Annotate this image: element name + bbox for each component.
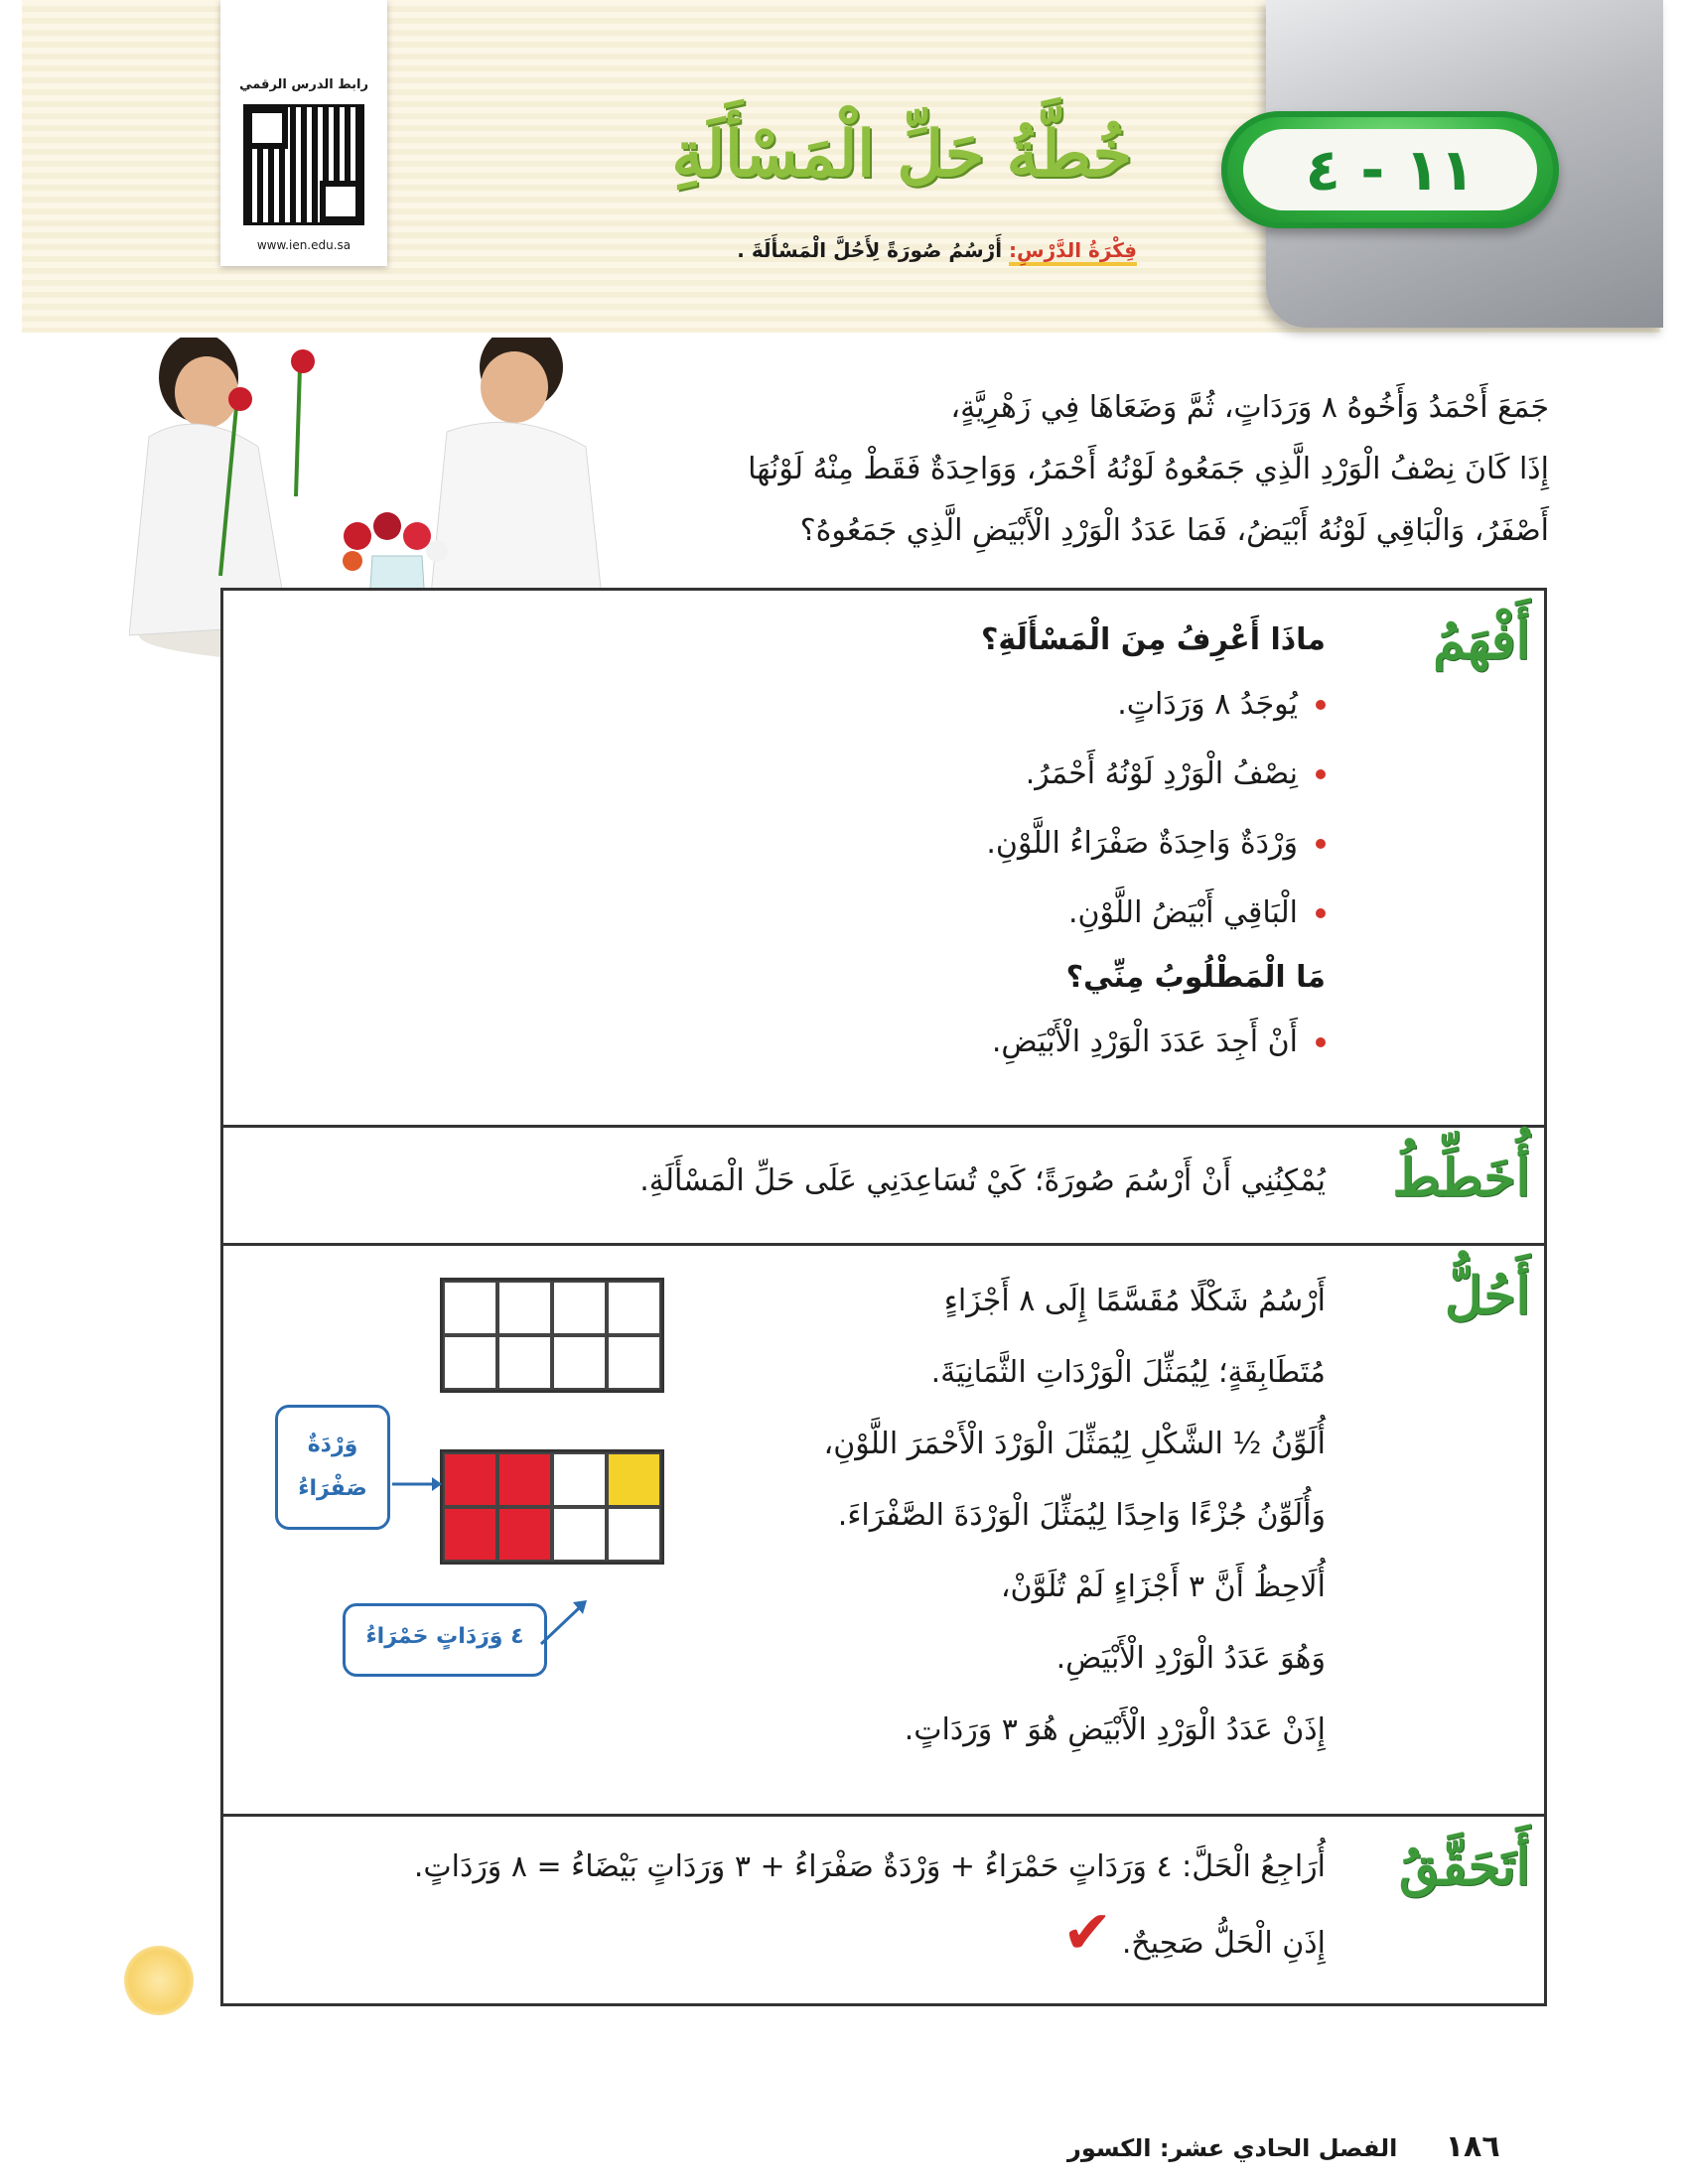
qr-url[interactable]: www.ien.edu.sa	[256, 238, 352, 252]
list-item-text: أَنْ أَجِدَ عَدَدَ الْوَرْدِ الْأَبْيَضِ.	[991, 1024, 1298, 1059]
grid-cell	[607, 1507, 661, 1562]
grid-cell	[443, 1335, 497, 1390]
grid-cell	[443, 1281, 497, 1335]
grid-cell-red	[497, 1507, 552, 1562]
solve-line: مُتَطَابِقَةٍ؛ لِيُمَثِّلَ الْوَرْدَاتِ الثَّمَانِيَةَ.	[930, 1355, 1326, 1390]
chapter-topic: الكسور	[1067, 2134, 1152, 2162]
bullet-icon	[1316, 700, 1326, 710]
blank-eight-part-grid	[440, 1278, 664, 1393]
grid-cell-red	[497, 1452, 552, 1507]
grid-cell	[497, 1335, 552, 1390]
verify-body	[414, 1835, 1326, 1977]
grid-cell-red	[443, 1452, 497, 1507]
lesson-number-badge	[1221, 111, 1559, 228]
lesson-idea-text: أَرْسُمُ صُورَةً لِأَحُلَّ الْمَسْأَلَةَ .	[737, 238, 1003, 262]
question-known: ماذَا أَعْرِفُ مِنَ الْمَسْأَلَةِ؟	[980, 622, 1326, 657]
question-required: مَا الْمَطْلُوبُ مِنِّي؟	[1065, 960, 1326, 995]
qr-label: رابط الدرس الرقمي	[239, 77, 368, 92]
solve-line: وَهُوَ عَدَدُ الْوَرْدِ الْأَبْيَضِ.	[1055, 1641, 1326, 1676]
bullet-icon	[1316, 839, 1326, 849]
verify-line-2	[414, 1900, 1326, 1977]
solve-line: أَرْسُمُ شَكْلًا مُقَسَّمًا إِلَى ٨ أَجْزَاءٍ	[943, 1284, 1326, 1318]
colored-eight-part-grid	[440, 1449, 664, 1565]
problem-line: جَمَعَ أَحْمَدُ وَأَخُوهُ ٨ وَرَدَاتٍ، ثُمَّ وَضَعَاهَا فِي زَهْرِيَّةٍ،	[950, 390, 1549, 425]
solve-line: إِذَنْ عَدَدُ الْوَرْدِ الْأَبْيَضِ هُوَ ٣ وَرَدَاتٍ.	[904, 1712, 1326, 1747]
solve-line: أُلَوِّنُ ½ الشَّكْلِ لِيُمَثِّلَ الْوَرْدَ الْأَحْمَرَ اللَّوْنِ،	[823, 1427, 1326, 1461]
verify-conclusion: إِذَنِ الْحَلُّ صَحِيحٌ.	[1121, 1926, 1326, 1961]
list-item-text: الْبَاقِي أَبْيَضُ اللَّوْنِ.	[1067, 895, 1298, 930]
section-verify-title: أَتَحَقَّقُ	[1398, 1837, 1530, 1897]
lesson-idea	[737, 238, 1137, 262]
qr-code-icon[interactable]	[246, 107, 361, 222]
grid-cell	[552, 1507, 607, 1562]
grid-cell	[552, 1281, 607, 1335]
page-number: ١٨٦	[1445, 2129, 1500, 2164]
grid-cell-red	[443, 1507, 497, 1562]
solve-line: وَأُلَوِّنُ جُزْءًا وَاحِدًا لِيُمَثِّلَ الْوَرْدَةَ الصَّفْرَاءَ.	[837, 1498, 1326, 1533]
list-item-text: وَرْدَةٌ وَاحِدَةٌ صَفْرَاءُ اللَّوْنِ.	[986, 826, 1298, 861]
section-plan-title: أُخَطِّطُ	[1392, 1148, 1530, 1208]
solve-body	[824, 1266, 1326, 1766]
grid-cell-yellow	[607, 1452, 661, 1507]
page-footer	[1067, 2129, 1500, 2164]
section-understand	[220, 588, 1547, 1128]
section-verify	[220, 1814, 1547, 2006]
list-item-text: نِصْفُ الْوَرْدِ لَوْنُهُ أَحْمَرُ.	[1025, 756, 1298, 791]
callout-red-roses: ٤ وَرَدَاتٍ حَمْرَاءُ	[343, 1603, 547, 1677]
plan-text: يُمْكِنُنِي أَنْ أَرْسُمَ صُورَةً؛ كَيْ تُسَاعِدَنِي عَلَى حَلِّ الْمَسْأَلَةِ.	[639, 1163, 1326, 1198]
list-item	[981, 879, 1326, 948]
list-item	[981, 1008, 1326, 1077]
arrow-to-yellow-icon	[392, 1474, 442, 1494]
understand-body	[981, 611, 1326, 1077]
list-item	[981, 809, 1326, 879]
arrow-to-red-icon	[539, 1598, 589, 1648]
callout-yellow-rose: وَرْدَةٌ صَفْرَاءُ	[275, 1405, 390, 1530]
problem-line: إِذَا كَانَ نِصْفُ الْوَرْدِ الَّذِي جَمَعُوهُ لَوْنُهُ أَحْمَرُ، وَوَاحِدَةٌ فَقَطْ مِنْهُ لَوْنُهَا	[748, 452, 1549, 486]
bullet-icon	[1316, 908, 1326, 918]
problem-line: أَصْفَرُ، وَالْبَاقِي لَوْنُهُ أَبْيَضُ، فَمَا عَدَدُ الْوَرْدِ الْأَبْيَضِ الَّذِي جَمَعُوهُ؟	[799, 513, 1549, 548]
qr-card[interactable]	[220, 0, 387, 266]
list-item-text: يُوجَدُ ٨ وَرَدَاتٍ.	[1117, 687, 1298, 722]
section-plan	[220, 1125, 1547, 1246]
list-item	[981, 670, 1326, 740]
section-understand-title: أَفْهَمُ	[1433, 611, 1530, 671]
grid-cell	[607, 1335, 661, 1390]
lesson-idea-label: فِكْرَةُ الدَّرْسِ:	[1009, 238, 1137, 266]
lesson-number: ١١ - ٤	[1243, 129, 1537, 210]
bullet-icon	[1316, 1037, 1326, 1047]
grid-cell	[552, 1452, 607, 1507]
bullet-icon	[1316, 769, 1326, 779]
section-solve-title: أَحُلُّ	[1445, 1266, 1530, 1326]
lesson-title: خُطَّةُ حَلِّ الْمَسْأَلَةِ	[671, 117, 1132, 192]
section-solve	[220, 1243, 1547, 1817]
list-item	[981, 740, 1326, 809]
grid-cell	[497, 1281, 552, 1335]
solve-line: أُلَاحِظُ أَنَّ ٣ أَجْزَاءٍ لَمْ تُلَوَّنْ،	[1000, 1570, 1326, 1604]
grid-cell	[607, 1281, 661, 1335]
grid-cell	[552, 1335, 607, 1390]
problem-statement	[685, 377, 1549, 562]
chapter-label: الفصل الحادي عشر:	[1159, 2134, 1398, 2162]
verify-line: أُرَاجِعُ الْحَلَّ: ٤ وَرَدَاتٍ حَمْرَاءُ + وَرْدَةٌ صَفْرَاءُ + ٣ وَرَدَاتٍ بَيْضَاءُ = ٨ وَرَدَاتٍ.	[413, 1849, 1326, 1884]
checkmark-icon: ✔	[1062, 1898, 1113, 1968]
publisher-logo-icon	[124, 1946, 194, 2015]
